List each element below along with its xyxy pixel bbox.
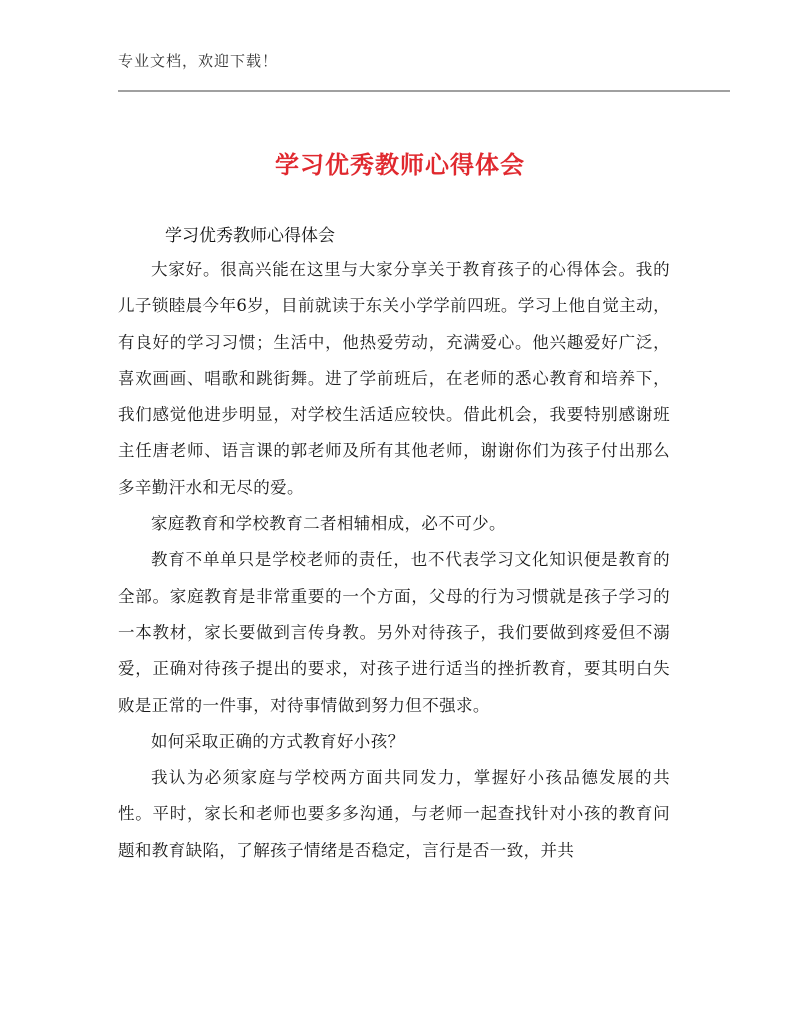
- page-header: 专业文档，欢迎下载！: [118, 52, 279, 70]
- header-divider: [118, 90, 730, 92]
- paragraph: 我认为必须家庭与学校两方面共同发力，掌握好小孩品德发展的共性。平时，家长和老师也要多多沟通，与老师一起查找针对小孩的教育问题和教育缺陷，了解孩子情绪是否稳定，言行是否一致，并共: [118, 768, 670, 860]
- paragraph: 教育不单单只是学校老师的责任，也不代表学习文化知识便是教育的全部。家庭教育是非常重要的一个方面，父母的行为习惯就是孩子学习的一本教材，家长要做到言传身教。另外对待孩子，我们要做到疼爱但不溺爱，正确对待孩子提出的要求，对孩子进行适当的挫折教育，要其明白失败是正常的一件事，对待事情做到努力但不强求。: [118, 550, 670, 715]
- paragraph: 家庭教育和学校教育二者相辅相成，必不可少。: [151, 514, 506, 534]
- document-subtitle: 学习优秀教师心得体会: [165, 226, 335, 246]
- paragraph: 大家好。很高兴能在这里与大家分享关于教育孩子的心得体会。我的儿子锁睦晨今年6岁，目前就读于东关小学学前四班。学习上他自觉主动，有良好的学习习惯；生活中，他热爱劳动，充满爱心。他兴趣爱好广泛，喜欢画画、唱歌和跳街舞。进了学前班后，在老师的悉心教育和培养下，我们感觉他进步明显，对学校生活适应较快。借此机会，我要特别感谢班主任唐老师、语言课的郭老师及所有其他老师，谢谢你们为孩子付出那么多辛勤汗水和无尽的爱。: [118, 260, 670, 497]
- document-body: [118, 252, 670, 869]
- paragraph: 如何采取正确的方式教育好小孩？: [151, 731, 405, 751]
- document-title: 学习优秀教师心得体会: [275, 151, 525, 179]
